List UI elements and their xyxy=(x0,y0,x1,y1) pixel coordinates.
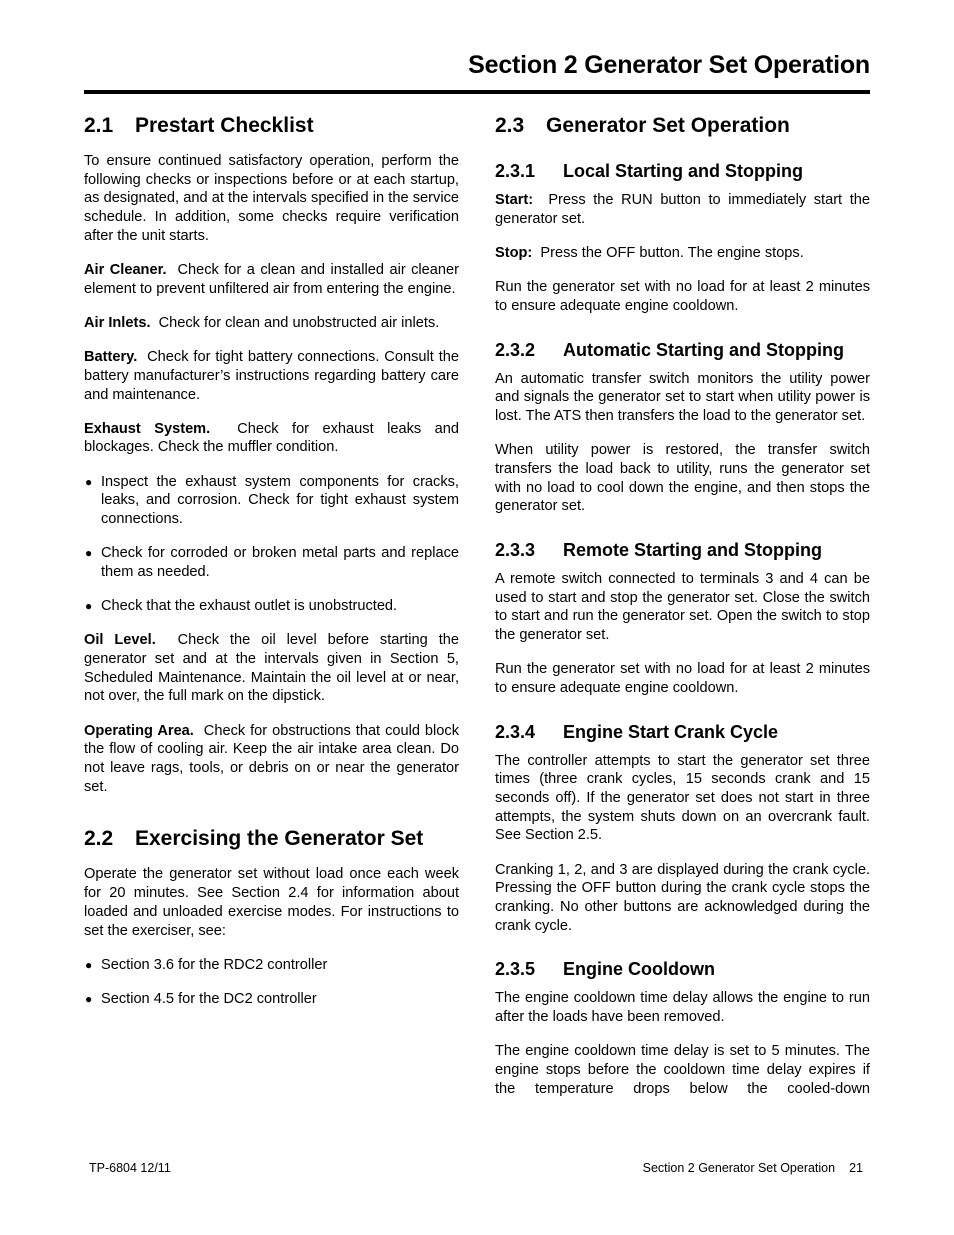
start-paragraph xyxy=(495,191,870,228)
bullet-text: Section 3.6 for the RDC2 controller xyxy=(101,956,328,973)
subsection-number: 2.3.5 xyxy=(495,959,536,980)
cooldown-paragraph-2: The engine cooldown time delay is set to 5 minutes. The engine stops before the cooldown time delay expires if the temperature drops below the cooled-down xyxy=(495,1043,870,1097)
operating-area-text: Check for obstructions that could block the flow of cooling air. Keep the air intake area clean. Do not leave rags, tools, or debris on or near the generator set. xyxy=(84,722,459,795)
air-inlets-label: Air Inlets. xyxy=(84,314,151,331)
oil-level-label: Oil Level. xyxy=(84,632,156,649)
air-cleaner-paragraph xyxy=(84,261,459,298)
air-cleaner-label: Air Cleaner. xyxy=(84,262,167,279)
subsection-title: Engine Start Crank Cycle xyxy=(563,721,779,742)
bullet-text: Check for corroded or broken metal parts and replace them as needed. xyxy=(101,545,459,580)
crank-paragraph-1: The controller attempts to start the generator set three times (three crank cycles, 15 seconds crank and 15 seconds off). If the generator set does not start in three attempts, the system shuts down on an overcrank fault. See Section 2.5. xyxy=(495,752,870,844)
bullet-icon: ● xyxy=(85,957,93,972)
stop-text: Press the OFF button. The engine stops. xyxy=(540,244,804,261)
subsection-number: 2.3.3 xyxy=(495,539,536,560)
section-number: 2.2 xyxy=(84,827,114,851)
bullet-icon: ● xyxy=(85,992,93,1006)
exercise-bullet xyxy=(84,956,459,975)
remote-paragraph-2: Run the generator set with no load for at least 2 minutes to ensure adequate engine cooldown. xyxy=(495,661,870,696)
subsection-2-3-3-heading xyxy=(495,538,870,562)
bullet-text: Check that the exhaust outlet is unobstructed. xyxy=(101,598,398,615)
subsection-title: Automatic Starting and Stopping xyxy=(563,339,844,360)
crank-paragraph-2: Cranking 1, 2, and 3 are displayed during the crank cycle. Pressing the OFF button during the crank cycle stops the cranking. No other buttons are acknowledged during the crank cycle. xyxy=(495,861,870,934)
page-number: 21 xyxy=(849,1161,863,1175)
exhaust-label: Exhaust System. xyxy=(84,420,211,437)
section-title: Generator Set Operation xyxy=(546,114,790,137)
operating-area-label: Operating Area. xyxy=(84,722,194,739)
exercise-intro: Operate the generator set without load once each week for 20 minutes. See Section 2.4 for information about loaded and unloaded exercise modes. For instructions to set the exerciser, see: xyxy=(84,866,459,939)
battery-label: Battery. xyxy=(84,349,138,366)
exhaust-bullet xyxy=(84,544,459,581)
cooldown-note: Run the generator set with no load for at least 2 minutes to ensure adequate engine cooldown. xyxy=(495,279,870,314)
automatic-paragraph-1: An automatic transfer switch monitors the utility power and signals the generator set to start when utility power is lost. The ATS then transfers the load to the generator set. xyxy=(495,370,870,424)
subsection-2-3-2-heading xyxy=(495,338,870,362)
exhaust-bullet xyxy=(84,473,459,529)
subsection-2-3-5-heading xyxy=(495,957,870,981)
subsection-2-3-1-heading xyxy=(495,159,870,183)
bullet-text: Section 4.5 for the DC2 controller xyxy=(101,991,317,1007)
subsection-title: Local Starting and Stopping xyxy=(563,161,803,181)
remote-paragraph-1: A remote switch connected to terminals 3 and 4 can be used to start and stop the generator set. Close the switch to start and run the generator set. Open the switch to stop the generator set. xyxy=(495,570,870,644)
section-2-2-heading xyxy=(84,825,459,853)
page-title: Section 2 Generator Set Operation xyxy=(468,51,870,79)
operating-area-paragraph xyxy=(84,722,459,797)
right-column xyxy=(495,112,870,1099)
bullet-icon: ● xyxy=(85,546,93,561)
section-2-1-heading xyxy=(84,112,459,140)
exercise-bullet xyxy=(84,990,459,1009)
subsection-number: 2.3.2 xyxy=(495,339,536,360)
subsection-title: Engine Cooldown xyxy=(563,959,715,980)
automatic-paragraph-2: When utility power is restored, the transfer switch transfers the load back to utility, runs the generator set with no load to cool down the engine, and then stops the generator set. xyxy=(495,442,870,515)
air-cleaner-text: Check for a clean and installed air cleaner element to prevent unfiltered air from entering the engine. xyxy=(84,262,459,297)
exhaust-text: Check for exhaust leaks and blockages. Check the muffler condition. xyxy=(84,420,459,456)
battery-text: Check for tight battery connections. Consult the battery manufacturer’s instructions regarding battery care and maintenance. xyxy=(84,349,459,403)
section-2-3-heading xyxy=(495,112,870,140)
start-label: Start: xyxy=(495,192,534,208)
air-inlets-paragraph xyxy=(84,314,459,333)
oil-level-text: Check the oil level before starting the generator set and at the intervals given in Section 5, Scheduled Maintenance. Maintain the oil level at or near, not over, the full mark on the dipstick. xyxy=(84,632,459,705)
bullet-icon: ● xyxy=(85,599,93,614)
footer-doc-id: TP-6804 12/11 xyxy=(89,1161,171,1175)
title-rule xyxy=(84,90,870,94)
start-text: Press the RUN button to immediately start the generator set. xyxy=(495,192,870,227)
bullet-text: Inspect the exhaust system components for cracks, leaks, and corrosion. Check for tight exhaust system connections. xyxy=(101,473,459,528)
stop-paragraph xyxy=(495,244,870,263)
subsection-number: 2.3.1 xyxy=(495,161,536,181)
section-title: Exercising the Generator Set xyxy=(135,827,424,851)
battery-paragraph xyxy=(84,348,459,404)
subsection-title: Remote Starting and Stopping xyxy=(563,539,822,560)
subsection-number: 2.3.4 xyxy=(495,721,536,742)
air-inlets-text: Check for clean and unobstructed air inlets. xyxy=(158,314,440,331)
bullet-icon: ● xyxy=(85,474,93,489)
section-number: 2.1 xyxy=(84,114,114,137)
oil-level-paragraph xyxy=(84,631,459,706)
stop-label: Stop: xyxy=(495,244,533,261)
section-number: 2.3 xyxy=(495,114,525,137)
footer-section-label: Section 2 Generator Set Operation xyxy=(642,1161,836,1175)
exhaust-paragraph xyxy=(84,420,459,457)
prestart-intro: To ensure continued satisfactory operation, perform the following checks or inspections before or at each startup, as designated, and at the intervals specified in the service schedule. In addition, some checks require verification after the unit starts. xyxy=(84,153,459,244)
section-title: Prestart Checklist xyxy=(135,114,314,137)
exhaust-bullet xyxy=(84,597,459,616)
subsection-2-3-4-heading xyxy=(495,720,870,744)
cooldown-paragraph-1: The engine cooldown time delay allows the engine to run after the loads have been removed. xyxy=(495,990,870,1026)
footer-right xyxy=(643,1160,863,1176)
left-column xyxy=(84,112,459,1009)
